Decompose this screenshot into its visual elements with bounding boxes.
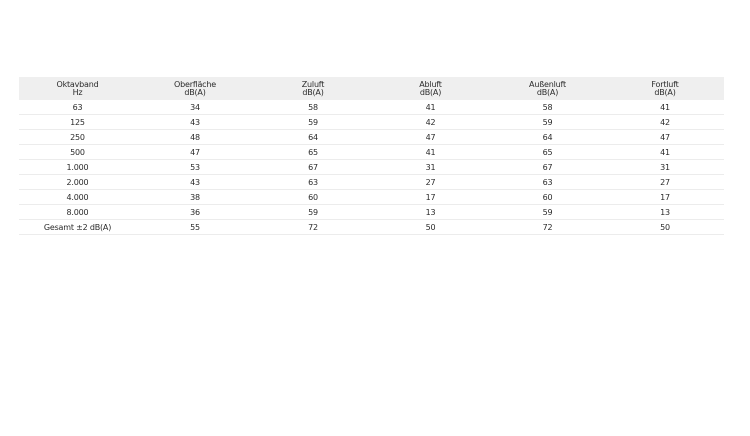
table-cell: 72 <box>489 220 606 235</box>
table-row <box>19 130 724 145</box>
table-cell: 64 <box>254 130 372 145</box>
table-cell: 72 <box>254 220 372 235</box>
table-cell: 47 <box>372 130 489 145</box>
table-cell: 64 <box>489 130 606 145</box>
header-unit: Hz <box>72 87 83 97</box>
table-cell: 31 <box>606 160 724 175</box>
table-cell: 63 <box>489 175 606 190</box>
table-row <box>19 190 724 205</box>
table-cell: 500 <box>19 145 136 160</box>
table-row <box>19 145 724 160</box>
table-cell: 47 <box>606 130 724 145</box>
table-cell: 2.000 <box>19 175 136 190</box>
header-unit: dB(A) <box>419 87 442 97</box>
header-unit: dB(A) <box>536 87 559 97</box>
table-cell: 65 <box>254 145 372 160</box>
header-label: Fortluft <box>651 79 679 89</box>
table-cell: 125 <box>19 115 136 130</box>
table-cell: 34 <box>136 100 254 115</box>
table-cell: 41 <box>372 100 489 115</box>
table-cell: 43 <box>136 115 254 130</box>
table-cell: 250 <box>19 130 136 145</box>
table-cell: 59 <box>489 115 606 130</box>
table-cell: 65 <box>489 145 606 160</box>
table-cell: 41 <box>606 100 724 115</box>
table-row <box>19 100 724 115</box>
table-cell: 67 <box>254 160 372 175</box>
table-cell: 8.000 <box>19 205 136 220</box>
table-cell: 47 <box>136 145 254 160</box>
table-cell: 13 <box>372 205 489 220</box>
table-cell: 1.000 <box>19 160 136 175</box>
header-label: Abluft <box>419 79 442 89</box>
table-cell: 42 <box>606 115 724 130</box>
header-octave-band <box>19 77 136 100</box>
table-cell: 55 <box>136 220 254 235</box>
table-cell: 63 <box>19 100 136 115</box>
table-cell: 53 <box>136 160 254 175</box>
table-cell: 60 <box>254 190 372 205</box>
table-cell: 50 <box>372 220 489 235</box>
header-supply-air <box>254 77 372 100</box>
table-cell: 36 <box>136 205 254 220</box>
table-cell: 42 <box>372 115 489 130</box>
table-row <box>19 115 724 130</box>
sound-level-table <box>19 77 724 235</box>
table-cell: 41 <box>606 145 724 160</box>
table-body <box>19 100 724 235</box>
header-unit: dB(A) <box>184 87 206 97</box>
header-exhaust-air <box>606 77 724 100</box>
table-cell: 58 <box>489 100 606 115</box>
table-cell: 60 <box>489 190 606 205</box>
table-row-total <box>19 220 724 235</box>
table-cell: 43 <box>136 175 254 190</box>
table-cell: 41 <box>372 145 489 160</box>
header-label: Oktavband <box>56 79 99 89</box>
table-cell: 4.000 <box>19 190 136 205</box>
header-extract-air <box>372 77 489 100</box>
table-cell: Gesamt ±2 dB(A) <box>19 220 136 235</box>
table-cell: 27 <box>372 175 489 190</box>
header-label: Oberfläche <box>174 79 216 89</box>
table-cell: 13 <box>606 205 724 220</box>
table-header <box>19 77 724 100</box>
table-cell: 63 <box>254 175 372 190</box>
table-row <box>19 175 724 190</box>
table-row <box>19 205 724 220</box>
table-cell: 67 <box>489 160 606 175</box>
header-unit: dB(A) <box>302 87 324 97</box>
header-label: Außenluft <box>529 79 566 89</box>
table-cell: 17 <box>372 190 489 205</box>
table-cell: 48 <box>136 130 254 145</box>
header-outdoor-air <box>489 77 606 100</box>
header-row <box>19 77 724 100</box>
header-surface <box>136 77 254 100</box>
table-cell: 59 <box>254 205 372 220</box>
table-cell: 31 <box>372 160 489 175</box>
sound-level-table-container <box>19 77 724 235</box>
table-cell: 58 <box>254 100 372 115</box>
table-cell: 27 <box>606 175 724 190</box>
table-cell: 50 <box>606 220 724 235</box>
table-row <box>19 160 724 175</box>
header-label: Zuluft <box>301 79 325 89</box>
table-cell: 38 <box>136 190 254 205</box>
table-cell: 59 <box>489 205 606 220</box>
table-cell: 59 <box>254 115 372 130</box>
table-cell: 17 <box>606 190 724 205</box>
header-unit: dB(A) <box>654 87 676 97</box>
